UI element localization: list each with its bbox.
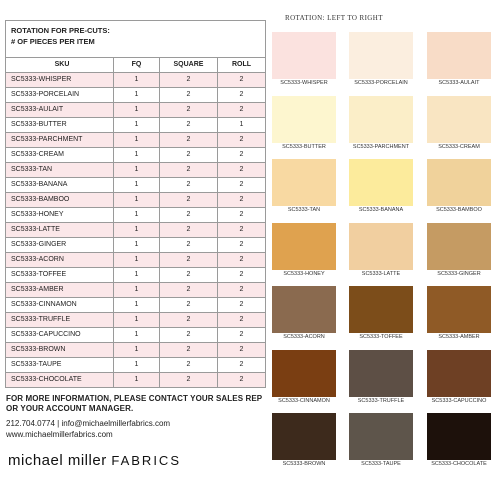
- swatch-label: SC5333-BROWN: [282, 461, 326, 467]
- roll-cell: 2: [218, 73, 266, 88]
- swatch-label: SC5333-LATTE: [361, 270, 401, 277]
- roll-column-header: ROLL: [218, 58, 266, 73]
- sku-cell: SC5333-CREAM: [6, 148, 114, 163]
- fabric-swatch: [272, 350, 336, 407]
- roll-cell: 2: [218, 253, 266, 268]
- contact-line-1: FOR MORE INFORMATION, PLEASE CONTACT YOUR SALES REP: [6, 394, 263, 403]
- swatch-label: SC5333-PORCELAIN: [354, 80, 408, 86]
- swatch-label: SC5333-AULAIT: [438, 80, 480, 86]
- sku-cell: SC5333-BAMBOO: [6, 193, 114, 208]
- fq-cell: 1: [114, 118, 160, 133]
- swatch-color-chip: [349, 413, 413, 460]
- roll-cell: 2: [218, 373, 266, 388]
- fq-cell: 1: [114, 298, 160, 313]
- fabric-swatch: [349, 159, 413, 216]
- fabric-swatch: [272, 286, 336, 343]
- table-row: [6, 343, 266, 358]
- fq-cell: 1: [114, 208, 160, 223]
- table-row: [6, 163, 266, 178]
- square-cell: 2: [160, 328, 218, 343]
- square-cell: 2: [160, 358, 218, 373]
- sku-cell: SC5333-TAN: [6, 163, 114, 178]
- table-row: [6, 118, 266, 133]
- contact-info: [6, 394, 268, 440]
- swatch-label: SC5333-CHOCOLATE: [431, 461, 487, 467]
- swatch-color-chip: [427, 413, 491, 460]
- sku-cell: SC5333-TRUFFLE: [6, 313, 114, 328]
- sku-cell: SC5333-AULAIT: [6, 103, 114, 118]
- swatch-label: SC5333-CAPUCCINO: [431, 397, 487, 404]
- contact-line-2: OR YOUR ACCOUNT MANAGER.: [6, 404, 134, 413]
- fabric-swatch: [427, 96, 491, 153]
- fabric-swatch: [272, 223, 336, 280]
- roll-cell: 2: [218, 223, 266, 238]
- fabric-swatch: [427, 159, 491, 216]
- swatch-color-chip: [349, 96, 413, 143]
- table-row: [6, 298, 266, 313]
- table-row: [6, 328, 266, 343]
- swatch-color-chip: [349, 159, 413, 206]
- roll-cell: 2: [218, 133, 266, 148]
- roll-cell: 2: [218, 88, 266, 103]
- table-row: [6, 88, 266, 103]
- square-cell: 2: [160, 283, 218, 298]
- table-row: [6, 373, 266, 388]
- roll-cell: 2: [218, 148, 266, 163]
- sku-cell: SC5333-CAPUCCINO: [6, 328, 114, 343]
- rotation-title: ROTATION: LEFT TO RIGHT: [285, 14, 383, 22]
- square-cell: 2: [160, 193, 218, 208]
- roll-cell: 2: [218, 358, 266, 373]
- square-cell: 2: [160, 238, 218, 253]
- table-row: [6, 103, 266, 118]
- fabric-swatch: [272, 96, 336, 153]
- square-cell: 2: [160, 223, 218, 238]
- table-row: [6, 208, 266, 223]
- fabric-swatch: [427, 413, 491, 470]
- fq-cell: 1: [114, 253, 160, 268]
- fabric-swatch: [427, 350, 491, 407]
- table-row: [6, 313, 266, 328]
- sku-cell: SC5333-TOFFEE: [6, 268, 114, 283]
- sku-cell: SC5333-WHISPER: [6, 73, 114, 88]
- fq-cell: 1: [114, 163, 160, 178]
- roll-cell: 2: [218, 178, 266, 193]
- roll-cell: 2: [218, 283, 266, 298]
- square-cell: 2: [160, 298, 218, 313]
- swatch-color-chip: [427, 96, 491, 143]
- fq-cell: 1: [114, 343, 160, 358]
- swatch-label: SC5333-CINNAMON: [278, 397, 330, 404]
- sku-cell: SC5333-GINGER: [6, 238, 114, 253]
- sku-cell: SC5333-PARCHMENT: [6, 133, 114, 148]
- square-cell: 2: [160, 373, 218, 388]
- swatch-label: SC5333-TAN: [287, 207, 321, 213]
- sku-cell: SC5333-PORCELAIN: [6, 88, 114, 103]
- roll-cell: 2: [218, 238, 266, 253]
- square-cell: 2: [160, 163, 218, 178]
- table-row: [6, 238, 266, 253]
- fabric-swatch: [427, 223, 491, 280]
- square-cell: 2: [160, 73, 218, 88]
- swatch-color-chip: [272, 350, 336, 397]
- fabric-swatch: [349, 413, 413, 470]
- logo-suffix: FABRICS: [111, 453, 181, 468]
- website: www.michaelmillerfabrics.com: [6, 430, 113, 439]
- sku-cell: SC5333-LATTE: [6, 223, 114, 238]
- table-row: [6, 358, 266, 373]
- fq-cell: 1: [114, 88, 160, 103]
- swatch-color-chip: [349, 32, 413, 79]
- table-row: [6, 283, 266, 298]
- table-row: [6, 148, 266, 163]
- swatch-label: SC5333-PARCHMENT: [352, 143, 410, 150]
- swatch-label: SC5333-AMBER: [438, 334, 480, 340]
- swatch-label: SC5333-WHISPER: [280, 80, 328, 86]
- fq-cell: 1: [114, 73, 160, 88]
- swatch-label: SC5333-HONEY: [283, 270, 325, 277]
- fq-cell: 1: [114, 238, 160, 253]
- fabric-swatch: [427, 286, 491, 343]
- table-title-line1: ROTATION FOR PRE-CUTS:: [11, 26, 110, 35]
- fq-cell: 1: [114, 148, 160, 163]
- phone-email: 212.704.0774 | info@michaelmillerfabrics.com: [6, 419, 171, 428]
- swatch-color-chip: [272, 32, 336, 79]
- fq-cell: 1: [114, 268, 160, 283]
- sku-cell: SC5333-TAUPE: [6, 358, 114, 373]
- square-cell: 2: [160, 118, 218, 133]
- fabric-swatch: [349, 223, 413, 280]
- fq-cell: 1: [114, 178, 160, 193]
- sku-cell: SC5333-ACORN: [6, 253, 114, 268]
- fq-cell: 1: [114, 193, 160, 208]
- swatch-color-chip: [272, 286, 336, 333]
- sku-cell: SC5333-AMBER: [6, 283, 114, 298]
- table-title-line2: # OF PIECES PER ITEM: [11, 37, 95, 46]
- fq-cell: 1: [114, 103, 160, 118]
- fabric-swatch: [349, 96, 413, 153]
- roll-cell: 2: [218, 328, 266, 343]
- sku-cell: SC5333-BUTTER: [6, 118, 114, 133]
- sku-cell: SC5333-CINNAMON: [6, 298, 114, 313]
- square-cell: 2: [160, 343, 218, 358]
- fq-cell: 1: [114, 373, 160, 388]
- fq-cell: 1: [114, 283, 160, 298]
- sku-cell: SC5333-BANANA: [6, 178, 114, 193]
- swatch-label: SC5333-GINGER: [437, 270, 481, 277]
- swatch-color-chip: [427, 350, 491, 397]
- fabric-swatch: [272, 32, 336, 89]
- sku-column-header: SKU: [6, 58, 114, 73]
- swatch-color-chip: [427, 159, 491, 206]
- fq-cell: 1: [114, 133, 160, 148]
- roll-cell: 2: [218, 103, 266, 118]
- table-row: [6, 223, 266, 238]
- fq-column-header: FQ: [114, 58, 160, 73]
- swatch-label: SC5333-BAMBOO: [436, 207, 482, 213]
- fq-cell: 1: [114, 223, 160, 238]
- swatch-label: SC5333-ACORN: [283, 334, 325, 340]
- precut-rotation-table: [5, 20, 266, 388]
- table-row: [6, 253, 266, 268]
- swatch-color-chip: [272, 223, 336, 270]
- roll-cell: 2: [218, 343, 266, 358]
- roll-cell: 2: [218, 193, 266, 208]
- table-title: [6, 21, 266, 58]
- table-row: [6, 193, 266, 208]
- swatch-label: SC5333-BUTTER: [282, 143, 326, 150]
- swatch-color-chip: [427, 223, 491, 270]
- swatch-color-chip: [427, 286, 491, 333]
- swatch-color-chip: [272, 159, 336, 206]
- swatch-label: SC5333-BANANA: [358, 207, 404, 213]
- sku-cell: SC5333-CHOCOLATE: [6, 373, 114, 388]
- sku-cell: SC5333-HONEY: [6, 208, 114, 223]
- precut-rotation-table-section: [5, 20, 265, 388]
- fq-cell: 1: [114, 328, 160, 343]
- roll-cell: 2: [218, 163, 266, 178]
- fabric-swatch: [272, 413, 336, 470]
- swatch-color-chip: [272, 413, 336, 460]
- swatch-label: SC5333-TAUPE: [361, 461, 401, 467]
- roll-cell: 2: [218, 208, 266, 223]
- roll-cell: 1: [218, 118, 266, 133]
- sku-cell: SC5333-BROWN: [6, 343, 114, 358]
- fabric-swatch: [427, 32, 491, 89]
- fq-cell: 1: [114, 358, 160, 373]
- swatch-color-chip: [272, 96, 336, 143]
- table-row: [6, 73, 266, 88]
- square-cell: 2: [160, 253, 218, 268]
- square-cell: 2: [160, 148, 218, 163]
- swatch-label: SC5333-CREAM: [438, 143, 480, 150]
- square-cell: 2: [160, 178, 218, 193]
- roll-cell: 2: [218, 298, 266, 313]
- fabric-swatch: [349, 286, 413, 343]
- square-column-header: SQUARE: [160, 58, 218, 73]
- swatch-color-chip: [427, 32, 491, 79]
- swatch-color-chip: [349, 350, 413, 397]
- square-cell: 2: [160, 103, 218, 118]
- table-body: [6, 73, 266, 388]
- square-cell: 2: [160, 208, 218, 223]
- swatch-label: SC5333-TOFFEE: [359, 334, 403, 340]
- swatch-label: SC5333-TRUFFLE: [357, 397, 405, 404]
- square-cell: 2: [160, 133, 218, 148]
- swatch-color-chip: [349, 223, 413, 270]
- fabric-swatch: [349, 350, 413, 407]
- fq-cell: 1: [114, 313, 160, 328]
- roll-cell: 2: [218, 268, 266, 283]
- table-row: [6, 268, 266, 283]
- roll-cell: 2: [218, 313, 266, 328]
- square-cell: 2: [160, 313, 218, 328]
- square-cell: 2: [160, 268, 218, 283]
- table-row: [6, 178, 266, 193]
- square-cell: 2: [160, 88, 218, 103]
- fabric-swatch: [272, 159, 336, 216]
- swatch-color-chip: [349, 286, 413, 333]
- logo-name: michael miller: [8, 452, 107, 469]
- fabric-swatch: [349, 32, 413, 89]
- table-row: [6, 133, 266, 148]
- michael-miller-logo: [8, 452, 181, 469]
